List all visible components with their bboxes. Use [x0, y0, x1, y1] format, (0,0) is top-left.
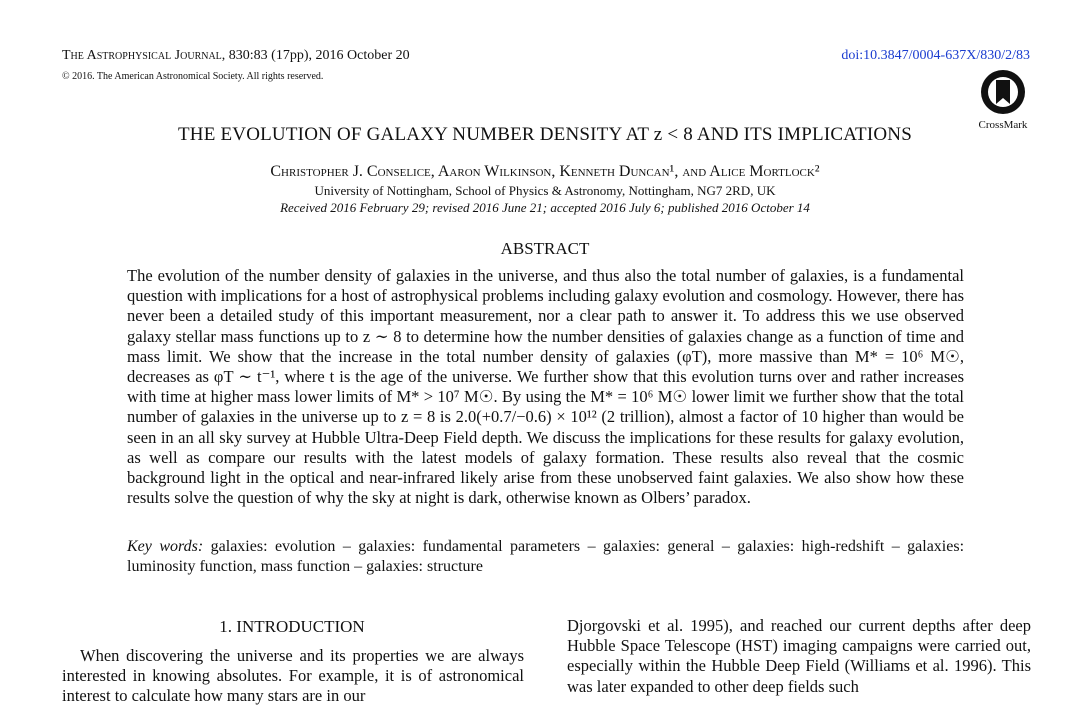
keywords-list: galaxies: evolution – galaxies: fundamental parameters – galaxies: general – galaxies: high-redshift – galaxies: luminosity function, mass function – galaxies: structure: [127, 538, 965, 575]
crossmark-badge[interactable]: [972, 68, 1034, 131]
publication-dates: Received 2016 February 29; revised 2016 June 21; accepted 2016 July 6; published 2016 October 14: [280, 200, 810, 215]
doi-link[interactable]: doi:10.3847/0004-637X/830/2/83: [841, 48, 1030, 63]
intro-left-column: When discovering the universe and its properties we are always interested in knowing absolutes. For example, it is of astronomical interest to calculate how many stars are in our: [62, 646, 524, 705]
crossmark-label: CrossMark: [978, 119, 1028, 131]
intro-right-column: Djorgovski et al. 1995), and reached our current depths after deep Hubble Space Telescope (HST) imaging campaigns were carried out, especially within the Hubble Deep Field (Williams et al. 1996). This was later expanded to other deep fields such: [567, 616, 1031, 696]
journal-name: The Astrophysical Journal: [62, 48, 222, 63]
affiliation: University of Nottingham, School of Physics & Astronomy, Nottingham, NG7 2RD, UK: [314, 183, 776, 198]
abstract-body: The evolution of the number density of galaxies in the universe, and thus also the total number of galaxies, is a fundamental question with implications for a host of astrophysical problems including galaxy evolution and cosmology. However, there has never been a detailed study of this important measurement, nor a clear path to answer it. To address this we use observed galaxy stellar mass functions up to z ∼ 8 to determine how the number densities of galaxies change as a function of time and mass limit. We show that the increase in the total number density of galaxies (φT), more massive than M* = 10⁶ M☉, decreases as φT ∼ t⁻¹, where t is the age of the universe. We further show that this evolution turns over and rather increases with time at higher mass lower limits of M* > 10⁷ M☉. By using the M* = 10⁶ M☉ lower limit we further show that the total number of galaxies in the universe up to z = 8 is 2.0(+0.7/−0.6) × 10¹² (2 trillion), almost a factor of 10 higher than would be seen in an all sky survey at Hubble Ultra-Deep Field depth. We discuss the implications for these results for galaxy evolution, as well as compare our results with the latest models of galaxy formation. These results also reveal that the cosmic background light in the optical and near-infrared likely arise from these unobserved faint galaxies. We also show how these results solve the question of why the sky at night is dark, otherwise known as Olbers’ paradox.: [127, 266, 964, 508]
crossmark-icon: [979, 68, 1027, 116]
section-heading-introduction: 1. INTRODUCTION: [219, 617, 365, 636]
paper-title: THE EVOLUTION OF GALAXY NUMBER DENSITY AT z < 8 AND ITS IMPLICATIONS: [178, 124, 912, 145]
abstract-heading: ABSTRACT: [500, 239, 590, 258]
keywords: [127, 537, 964, 577]
journal-header: [62, 48, 410, 64]
journal-citation: , 830:83 (17pp), 2016 October 20: [221, 48, 410, 63]
keywords-label: Key words:: [127, 538, 204, 555]
author-list: Christopher J. Conselice, Aaron Wilkinson, Kenneth Duncan¹, and Alice Mortlock²: [270, 163, 820, 180]
copyright-notice: © 2016. The American Astronomical Society. All rights reserved.: [62, 71, 324, 82]
